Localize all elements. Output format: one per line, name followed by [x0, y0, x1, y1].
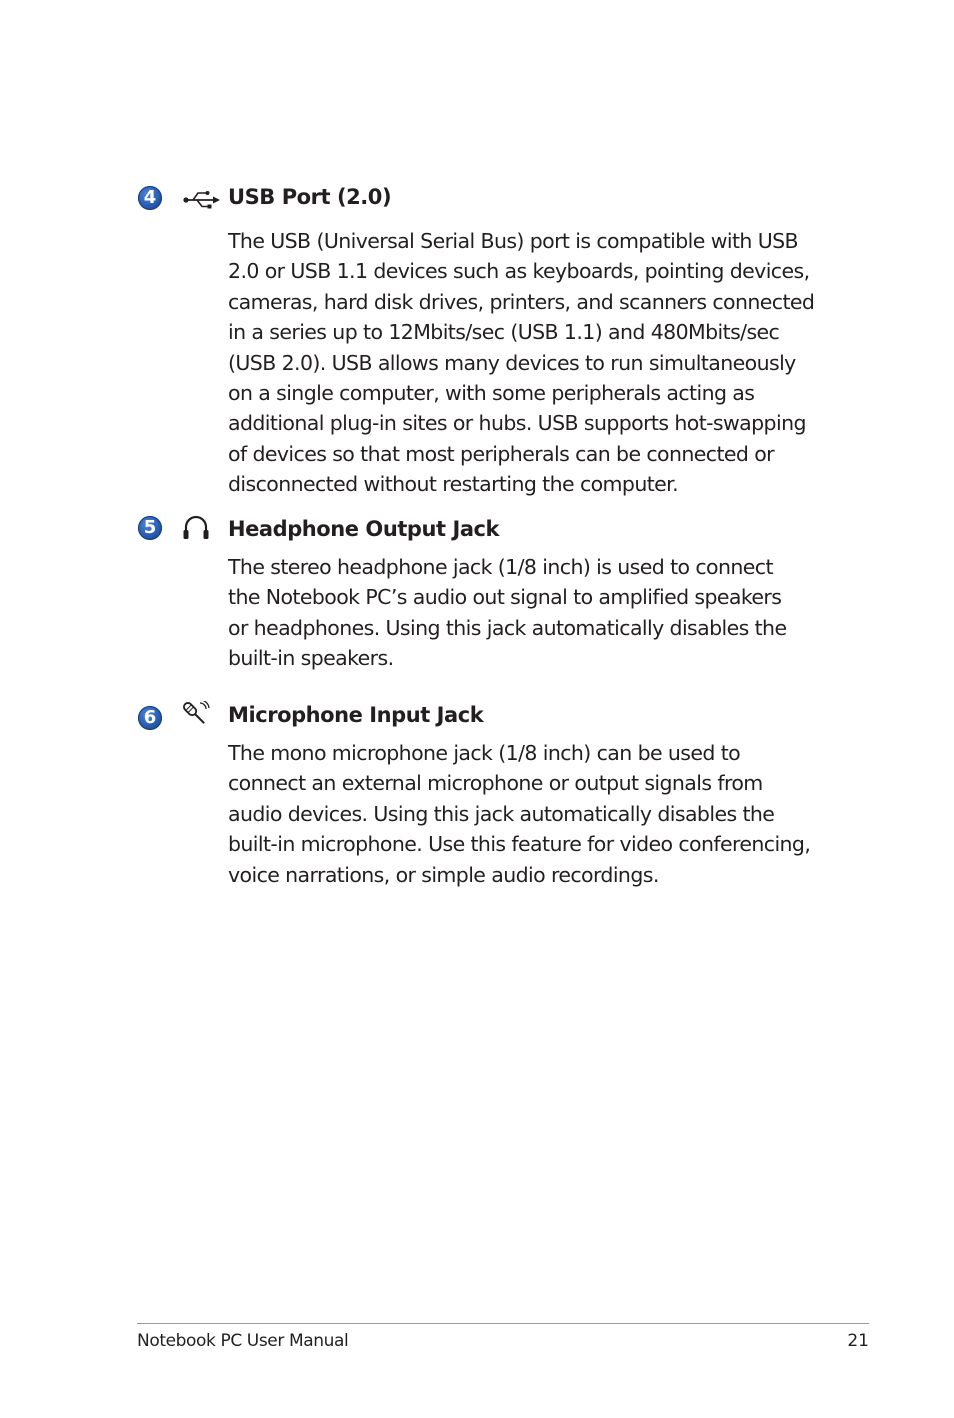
text-line: or headphones. Using this jack automatically disables the [228, 615, 787, 640]
text-line: The stereo headphone jack (1/8 inch) is used to connect [228, 555, 773, 579]
item-number-badge: 6 [138, 706, 162, 730]
usb-icon [180, 186, 220, 212]
microphone-jack-heading: Microphone Input Jack [228, 703, 484, 727]
text-line: cameras, hard disk drives, printers, and scanners connected [228, 289, 815, 314]
text-line: the Notebook PC’s audio out signal to amplified speakers [228, 585, 782, 610]
text-line: The mono microphone jack (1/8 inch) can be used to [228, 741, 741, 765]
text-line: disconnected without restarting the computer. [228, 472, 679, 497]
text-line: (USB 2.0). USB allows many devices to run simultaneously [228, 350, 796, 375]
text-line: on a single computer, with some peripherals acting as [228, 381, 755, 406]
microphone-icon [180, 701, 220, 727]
text-line: additional plug-in sites or hubs. USB supports hot-swapping [228, 411, 806, 436]
text-line: of devices so that most peripherals can be connected or [228, 441, 775, 466]
headphone-jack-description [228, 552, 838, 674]
headphone-jack-heading: Headphone Output Jack [228, 517, 500, 541]
text-line: connect an external microphone or output signals from [228, 771, 763, 796]
footer-manual-title: Notebook PC User Manual [137, 1331, 349, 1351]
footer-divider [137, 1323, 869, 1324]
text-line: audio devices. Using this jack automatically disables the [228, 801, 775, 826]
item-number-badge: 5 [138, 516, 162, 540]
footer-page-number: 21 [847, 1331, 869, 1351]
text-line: 2.0 or USB 1.1 devices such as keyboards, pointing devices, [228, 259, 810, 284]
text-line: built-in speakers. [228, 646, 394, 671]
text-line: voice narrations, or simple audio recordings. [228, 862, 659, 887]
microphone-jack-description [228, 738, 838, 890]
text-line: built-in microphone. Use this feature for video conferencing, [228, 832, 811, 857]
item-number-badge: 4 [138, 186, 162, 210]
text-line: The USB (Universal Serial Bus) port is compatible with USB [228, 229, 798, 253]
text-line: in a series up to 12Mbits/sec (USB 1.1) and 480Mbits/sec [228, 320, 780, 345]
headphone-icon [180, 514, 220, 540]
usb-port-description [228, 226, 838, 500]
usb-port-heading: USB Port (2.0) [228, 185, 392, 209]
